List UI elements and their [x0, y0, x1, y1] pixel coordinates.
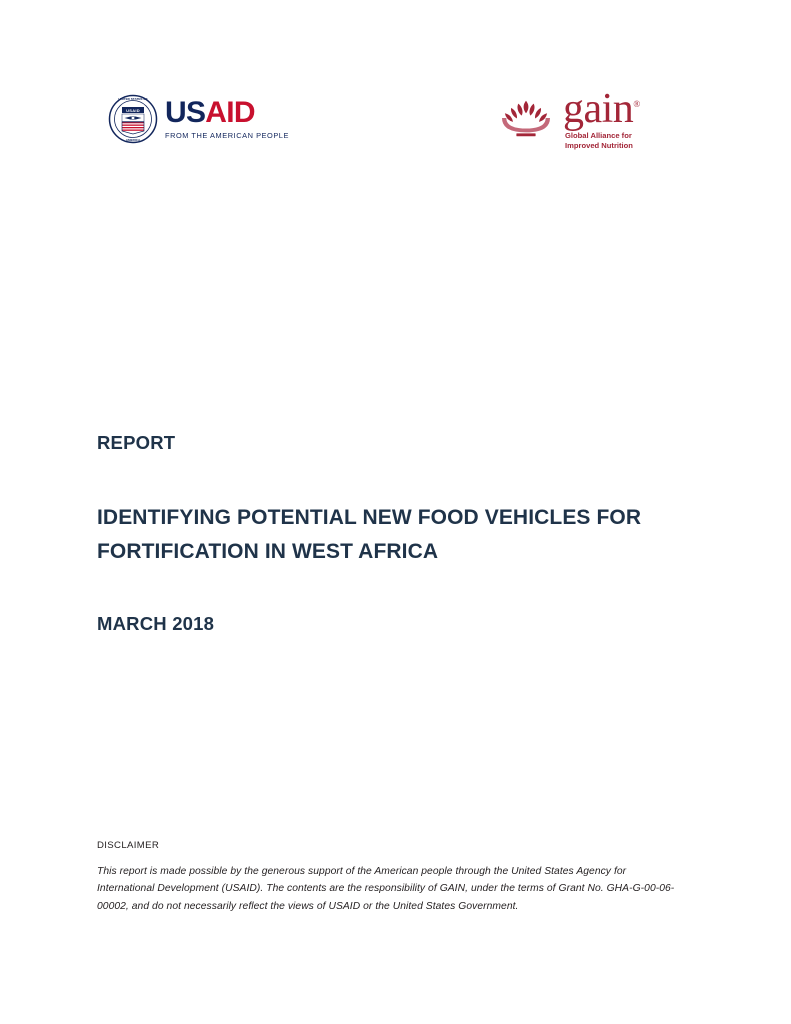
svg-text:AMERICA: AMERICA	[125, 138, 141, 142]
usaid-seal-icon	[108, 94, 158, 144]
usaid-logo	[108, 94, 289, 144]
gain-tagline-line-1: Global Alliance for	[565, 130, 632, 140]
disclaimer-heading: DISCLAIMER	[97, 840, 160, 851]
gain-logo	[497, 86, 640, 151]
gain-tagline	[565, 131, 640, 152]
usaid-wordmark	[165, 98, 289, 128]
usaid-wordmark-group	[165, 98, 289, 140]
usaid-tagline: FROM THE AMERICAN PEOPLE	[165, 131, 289, 140]
gain-wordmark	[563, 86, 640, 132]
svg-text:UNITED STATES OF: UNITED STATES OF	[118, 97, 148, 101]
gain-wordmark-group	[563, 86, 640, 151]
document-date: MARCH 2018	[97, 613, 215, 635]
page-title	[97, 501, 697, 569]
gain-wordmark-text: gain	[563, 86, 634, 132]
page-title-line-1: IDENTIFYING POTENTIAL NEW FOOD VEHICLES FOR	[97, 506, 642, 530]
svg-text:USAID: USAID	[126, 107, 140, 113]
title-block	[97, 432, 697, 635]
disclaimer-section	[97, 840, 682, 916]
registered-trademark-icon: ®	[633, 99, 640, 109]
gain-tagline-line-2: Improved Nutrition	[565, 141, 633, 151]
disclaimer-body	[97, 863, 682, 916]
disclaimer-line-2: Agency for International Development (USAID). The contents are the responsibility of GAIN, under the terms	[97, 865, 627, 895]
bowl-of-grain-icon	[497, 94, 555, 142]
page-title-line-2: FORTIFICATION IN WEST AFRICA	[97, 540, 439, 564]
disclaimer-line-1: This report is made possible by the generous support of the American people through the United States	[97, 865, 574, 877]
document-type-label: REPORT	[97, 432, 176, 453]
usaid-wordmark-us: US	[165, 96, 206, 129]
disclaimer-line-4: Government.	[458, 900, 519, 912]
usaid-wordmark-aid: AID	[205, 96, 255, 129]
disclaimer-line-3: of Grant No. GHA-G-00-06-00002, and do not necessarily reflect the views of USAID or the United States	[97, 883, 675, 912]
logo-bar	[0, 88, 791, 158]
